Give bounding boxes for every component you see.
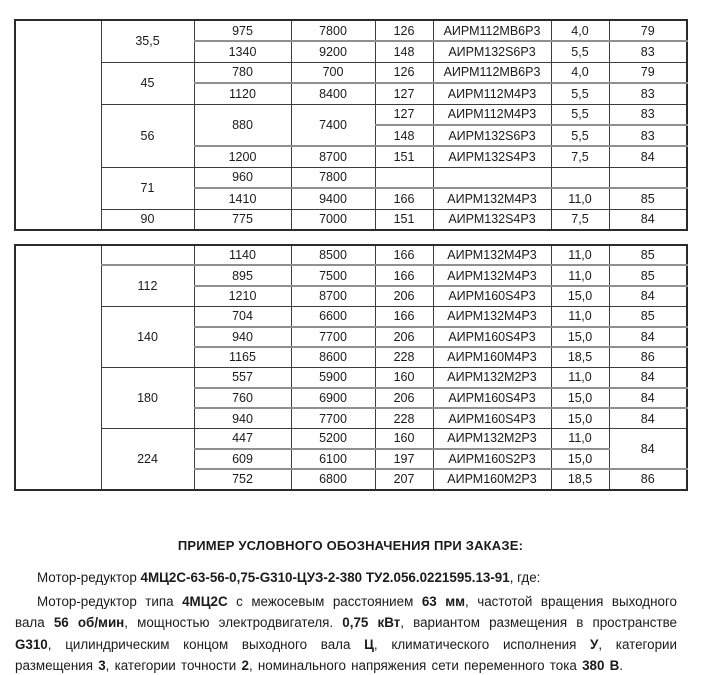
text-segment: , частотой вращения выходного вала xyxy=(15,594,677,631)
table-cell: АИРМ132М4Р3 xyxy=(433,188,551,209)
table-cell: АИРМ160S4Р3 xyxy=(433,327,551,347)
table-cell: 940 xyxy=(194,327,291,347)
table-cell: 6600 xyxy=(291,306,375,326)
table-cell: 151 xyxy=(375,209,433,230)
bold-text-segment: 63 мм xyxy=(421,594,466,609)
table-cell: 140 xyxy=(101,306,194,367)
text-segment: , категории точности xyxy=(105,658,242,674)
table-cell: 1120 xyxy=(194,83,291,104)
table-cell: 8600 xyxy=(291,347,375,367)
table-cell xyxy=(551,167,609,188)
table-cell: 975 xyxy=(194,20,291,41)
table-cell: 15,0 xyxy=(551,327,609,347)
text-segment: , категории размещения xyxy=(15,636,677,674)
table-cell: 960 xyxy=(194,167,291,188)
description-paragraph xyxy=(15,591,677,675)
table-cell: 8500 xyxy=(291,245,375,265)
table-cell: 207 xyxy=(375,469,433,489)
table-cell: 148 xyxy=(375,125,433,146)
table-cell: 228 xyxy=(375,347,433,367)
table-cell: 90 xyxy=(101,209,194,230)
table-cell: АИРМ160S2Р3 xyxy=(433,449,551,469)
table-cell: АИРМ132М2Р3 xyxy=(433,367,551,387)
table-cell: АИРМ112М4Р3 xyxy=(433,83,551,104)
table-cell: АИРМ160S4Р3 xyxy=(433,408,551,428)
table-cell: 84 xyxy=(609,209,687,230)
table-cell: 166 xyxy=(375,306,433,326)
table-cell: 206 xyxy=(375,327,433,347)
text-segment: Мотор-редуктор типа xyxy=(37,594,183,609)
table-cell: 5900 xyxy=(291,367,375,387)
table-cell: АИРМ112МВ6Р3 xyxy=(433,20,551,41)
table-cell: 447 xyxy=(194,429,291,449)
table-cell: 11,0 xyxy=(551,429,609,449)
table-cell: 228 xyxy=(375,408,433,428)
bold-text-segment: 380 В xyxy=(582,658,620,674)
bold-text-segment: 4МЦ2С xyxy=(182,594,228,609)
table-row xyxy=(15,167,687,188)
table-cell: 1200 xyxy=(194,146,291,167)
table-cell: 160 xyxy=(375,429,433,449)
table-cell: 86 xyxy=(609,347,687,367)
table-cell: 1340 xyxy=(194,41,291,62)
table-cell: 84 xyxy=(609,429,687,470)
specs-table-upper xyxy=(14,19,688,231)
table-row xyxy=(15,245,687,265)
table-cell: 557 xyxy=(194,367,291,387)
table-cell: 83 xyxy=(609,125,687,146)
table-cell: АИРМ132М4Р3 xyxy=(433,265,551,285)
table-cell: АИРМ132S4Р3 xyxy=(433,209,551,230)
table-cell: 84 xyxy=(609,388,687,408)
table-cell: 127 xyxy=(375,83,433,104)
bold-text-segment: Ц xyxy=(364,636,374,652)
table-cell: 11,0 xyxy=(551,245,609,265)
table-cell: 84 xyxy=(609,146,687,167)
table-cell xyxy=(433,167,551,188)
text-segment: , климатического исполнения xyxy=(373,636,591,652)
table-cell: 7,5 xyxy=(551,209,609,230)
bold-text-segment: 4МЦ2С-63-56-0,75-G310-ЦУЗ-2-380 ТУ2.056.0221595.13-91 xyxy=(140,570,510,585)
table-cell: 79 xyxy=(609,20,687,41)
text-segment: Мотор-редуктор xyxy=(37,570,141,585)
table-cell: 45 xyxy=(101,62,194,104)
table-row xyxy=(15,429,687,449)
table-cell: 71 xyxy=(101,167,194,209)
table-cell xyxy=(15,20,101,230)
table-cell: АИРМ132S4Р3 xyxy=(433,146,551,167)
table-cell: 148 xyxy=(375,41,433,62)
text-segment: с межосевым расстоянием xyxy=(227,594,422,609)
table-cell: 84 xyxy=(609,327,687,347)
designation-line xyxy=(15,570,677,585)
table-cell: 780 xyxy=(194,62,291,83)
specs-table-lower xyxy=(14,244,688,491)
table-cell: АИРМ132S6Р3 xyxy=(433,41,551,62)
table-cell: 1210 xyxy=(194,286,291,306)
text-segment: , цилиндрическим концом выходного вала xyxy=(47,636,365,652)
text-segment: , номинального напряжения сети переменного тока xyxy=(248,658,583,674)
table-cell: 8700 xyxy=(291,146,375,167)
table-cell: 880 xyxy=(194,104,291,146)
table-cell: 5,5 xyxy=(551,125,609,146)
bold-text-segment: G310 xyxy=(15,636,48,652)
table-cell: 15,0 xyxy=(551,408,609,428)
table-row xyxy=(15,62,687,83)
text-segment: , вариантом размещения в пространстве xyxy=(400,615,677,631)
table-cell: 700 xyxy=(291,62,375,83)
table-cell: АИРМ112МВ6Р3 xyxy=(433,62,551,83)
table-cell: 180 xyxy=(101,367,194,428)
text-segment: , где: xyxy=(509,570,541,585)
table-cell: 126 xyxy=(375,20,433,41)
table-cell: 5200 xyxy=(291,429,375,449)
table-cell: 775 xyxy=(194,209,291,230)
table-cell: АИРМ112М4Р3 xyxy=(433,104,551,125)
table-cell: 5,5 xyxy=(551,83,609,104)
table-cell: 11,0 xyxy=(551,367,609,387)
table-cell: 752 xyxy=(194,469,291,489)
table-cell: 86 xyxy=(609,469,687,489)
table-row xyxy=(15,20,687,41)
table-cell: 84 xyxy=(609,408,687,428)
table-row xyxy=(15,209,687,230)
bold-text-segment: 2 xyxy=(241,658,249,674)
table-cell xyxy=(609,167,687,188)
table-cell: АИРМ132М4Р3 xyxy=(433,306,551,326)
table-cell: 7700 xyxy=(291,408,375,428)
table-cell: 79 xyxy=(609,62,687,83)
table-cell: 7800 xyxy=(291,167,375,188)
table-cell: 197 xyxy=(375,449,433,469)
table-cell: 83 xyxy=(609,104,687,125)
table-cell: 895 xyxy=(194,265,291,285)
table-cell: 56 xyxy=(101,104,194,167)
table-cell: 7400 xyxy=(291,104,375,146)
table-cell: 151 xyxy=(375,146,433,167)
table-cell: 15,0 xyxy=(551,449,609,469)
table-cell: 85 xyxy=(609,245,687,265)
table-cell: 35,5 xyxy=(101,20,194,62)
table-row xyxy=(15,104,687,125)
table-cell: АИРМ132S6Р3 xyxy=(433,125,551,146)
table-cell: 8700 xyxy=(291,286,375,306)
text-segment: . xyxy=(619,658,624,674)
table-cell: 84 xyxy=(609,367,687,387)
bold-text-segment: У xyxy=(590,636,599,652)
table-cell: 112 xyxy=(101,265,194,306)
table-cell: 166 xyxy=(375,188,433,209)
table-cell: 83 xyxy=(609,83,687,104)
bold-text-segment: 56 об/мин xyxy=(53,615,125,631)
table-cell: АИРМ160S4Р3 xyxy=(433,286,551,306)
table-cell: 1140 xyxy=(194,245,291,265)
table-cell xyxy=(375,167,433,188)
table-cell: 1410 xyxy=(194,188,291,209)
table-cell: 15,0 xyxy=(551,388,609,408)
table-cell: 7500 xyxy=(291,265,375,285)
table-cell: 5,5 xyxy=(551,104,609,125)
table-cell: 11,0 xyxy=(551,306,609,326)
table-row xyxy=(15,306,687,326)
table-cell: 760 xyxy=(194,388,291,408)
table-cell: 84 xyxy=(609,286,687,306)
table-cell: 83 xyxy=(609,41,687,62)
table-cell: 166 xyxy=(375,245,433,265)
table-cell: 224 xyxy=(101,429,194,490)
table-cell: 9400 xyxy=(291,188,375,209)
text-segment: , мощностью электродвигателя. xyxy=(124,615,343,631)
table-cell: 126 xyxy=(375,62,433,83)
table-cell: 8400 xyxy=(291,83,375,104)
table-cell: 11,0 xyxy=(551,265,609,285)
bold-text-segment: 0,75 кВт xyxy=(342,615,401,631)
table-cell: АИРМ160М2Р3 xyxy=(433,469,551,489)
table-cell: 206 xyxy=(375,388,433,408)
table-cell: 11,0 xyxy=(551,188,609,209)
table-cell: 4,0 xyxy=(551,62,609,83)
table-cell: 6800 xyxy=(291,469,375,489)
table-cell: 7800 xyxy=(291,20,375,41)
table-cell xyxy=(101,245,194,265)
table-cell: АИРМ160М4Р3 xyxy=(433,347,551,367)
table-cell: 160 xyxy=(375,367,433,387)
table-cell: 85 xyxy=(609,306,687,326)
table-cell: 18,5 xyxy=(551,469,609,489)
table-cell: АИРМ160S4Р3 xyxy=(433,388,551,408)
table-cell: 609 xyxy=(194,449,291,469)
table-cell: 206 xyxy=(375,286,433,306)
table-cell: 7000 xyxy=(291,209,375,230)
table-cell: 7,5 xyxy=(551,146,609,167)
table-row xyxy=(15,367,687,387)
table-cell: 9200 xyxy=(291,41,375,62)
table-cell: 15,0 xyxy=(551,286,609,306)
table-cell: 85 xyxy=(609,265,687,285)
table-cell: 6900 xyxy=(291,388,375,408)
table-cell: 7700 xyxy=(291,327,375,347)
table-row xyxy=(15,265,687,285)
table-cell: 127 xyxy=(375,104,433,125)
table-cell: 940 xyxy=(194,408,291,428)
table-cell: 5,5 xyxy=(551,41,609,62)
table-cell: 166 xyxy=(375,265,433,285)
table-cell: 18,5 xyxy=(551,347,609,367)
bold-text-segment: 3 xyxy=(98,658,106,674)
table-cell xyxy=(15,245,101,490)
table-cell: АИРМ132М4Р3 xyxy=(433,245,551,265)
table-cell: 4,0 xyxy=(551,20,609,41)
order-example-heading: ПРИМЕР УСЛОВНОГО ОБОЗНАЧЕНИЯ ПРИ ЗАКАЗЕ: xyxy=(177,538,524,553)
table-cell: 704 xyxy=(194,306,291,326)
table-cell: 1165 xyxy=(194,347,291,367)
table-cell: 6100 xyxy=(291,449,375,469)
table-cell: АИРМ132М2Р3 xyxy=(433,429,551,449)
table-cell: 85 xyxy=(609,188,687,209)
